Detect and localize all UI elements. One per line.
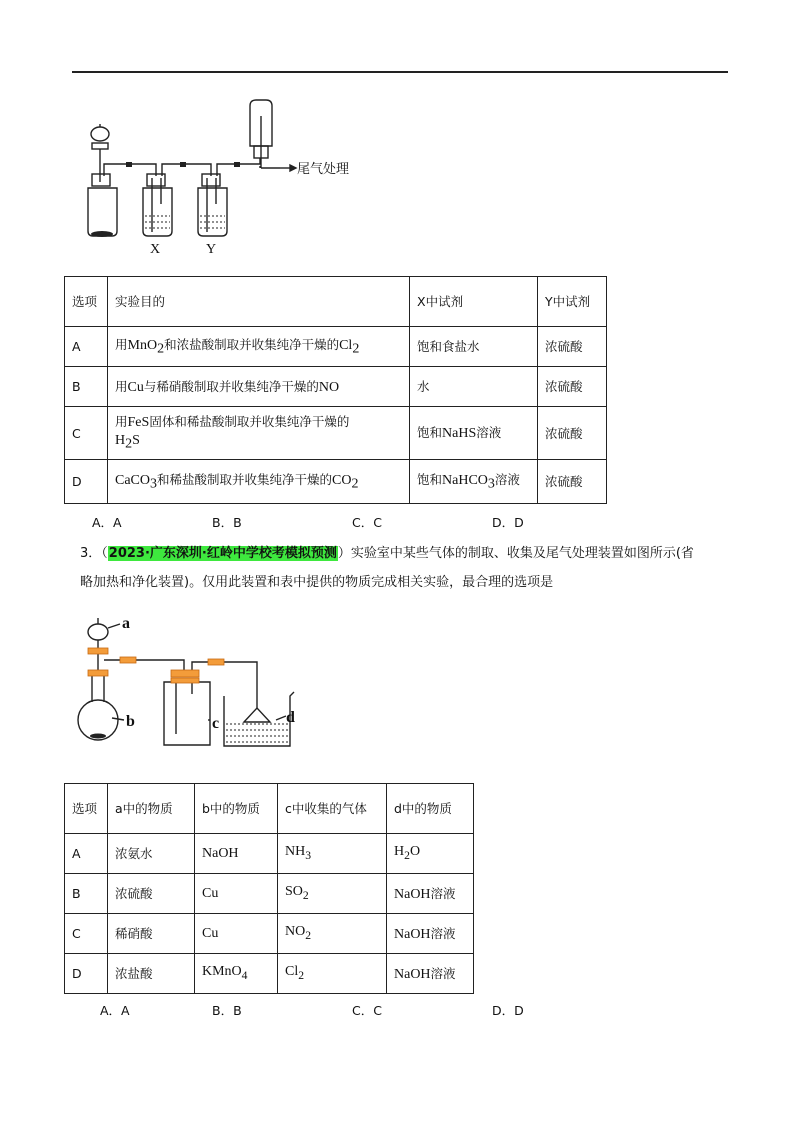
header-cell: 选项 <box>65 784 108 834</box>
option-d[interactable]: D．D <box>492 1003 524 1018</box>
b-cell: Cu <box>195 914 278 954</box>
question-text-line2: 略加热和净化装置)。仅用此装置和表中提供的物质完成相关实验，最合理的选项是 <box>80 575 554 590</box>
option-cell: C <box>65 407 108 460</box>
header-rule <box>72 71 728 73</box>
exhaust-label: 尾气处理 <box>297 161 350 176</box>
apparatus-figure-1 <box>80 96 370 258</box>
option-a[interactable]: A．A <box>92 515 122 530</box>
table-row <box>65 954 474 994</box>
header-cell: Y中试剂 <box>538 277 607 327</box>
option-cell: A <box>65 327 108 367</box>
table-row <box>65 367 607 407</box>
question-3-text <box>80 539 730 597</box>
header-cell: 选项 <box>65 277 108 327</box>
table-row <box>65 327 607 367</box>
option-b[interactable]: B．B <box>212 515 242 530</box>
option-a[interactable]: A．A <box>100 1003 130 1018</box>
label-a: a <box>122 615 130 632</box>
header-cell: 实验目的 <box>108 277 410 327</box>
source-highlight: 2023·广东深圳·红岭中学校考模拟预测 <box>108 546 337 561</box>
b-cell: KMnO$_4$ <box>195 954 278 994</box>
option-c[interactable]: C．C <box>352 515 382 530</box>
d-cell: NaOH溶液 <box>387 954 474 994</box>
x-bottle-label: X <box>150 242 161 257</box>
option-cell: D <box>65 460 108 504</box>
option-cell: B <box>65 367 108 407</box>
d-cell: $H_2O$ <box>387 834 474 874</box>
table-row <box>65 407 607 460</box>
option-cell: A <box>65 834 108 874</box>
label-b: b <box>126 713 135 730</box>
y-bottle-label: Y <box>206 242 217 257</box>
a-cell: 稀硝酸 <box>108 914 195 954</box>
y-reagent-cell: 浓硫酸 <box>538 327 607 367</box>
table-row <box>65 460 607 504</box>
c-cell: $NH_3$ <box>278 834 387 874</box>
option-c[interactable]: C．C <box>352 1003 382 1018</box>
header-cell: d中的物质 <box>387 784 474 834</box>
y-reagent-cell: 浓硫酸 <box>538 460 607 504</box>
c-cell: $SO_2$ <box>278 874 387 914</box>
a-cell: 浓硫酸 <box>108 874 195 914</box>
purpose-cell: 用MnO$_2$和浓盐酸制取并收集纯净干燥的$Cl_2$ <box>108 327 410 367</box>
c-cell: $Cl_2$ <box>278 954 387 994</box>
label-d: d <box>286 709 295 726</box>
table-row <box>65 914 474 954</box>
header-cell: X中试剂 <box>410 277 538 327</box>
a-cell: 浓氨水 <box>108 834 195 874</box>
y-reagent-cell: 浓硫酸 <box>538 367 607 407</box>
x-reagent-cell: 饱和NaHCO$_3$溶液 <box>410 460 538 504</box>
label-c: c <box>212 715 220 732</box>
c-cell: $NO_2$ <box>278 914 387 954</box>
header-cell: b中的物质 <box>195 784 278 834</box>
x-reagent-cell: 饱和NaHS溶液 <box>410 407 538 460</box>
header-cell: a中的物质 <box>108 784 195 834</box>
purpose-cell: 用FeS固体和稀盐酸制取并收集纯净干燥的 $H_2S$ <box>108 407 410 460</box>
table-row <box>65 874 474 914</box>
b-cell: NaOH <box>195 834 278 874</box>
d-cell: NaOH溶液 <box>387 874 474 914</box>
options-table-2 <box>64 783 474 994</box>
option-b[interactable]: B．B <box>212 1003 242 1018</box>
option-cell: D <box>65 954 108 994</box>
purpose-cell: CaCO$_3$和稀盐酸制取并收集纯净干燥的$CO_2$ <box>108 460 410 504</box>
header-cell: c中收集的气体 <box>278 784 387 834</box>
x-reagent-cell: 饱和食盐水 <box>410 327 538 367</box>
x-reagent-cell: 水 <box>410 367 538 407</box>
option-d[interactable]: D．D <box>492 515 524 530</box>
options-table-1 <box>64 276 607 504</box>
apparatus-figure-2 <box>72 610 307 752</box>
table-row <box>65 834 474 874</box>
table-header-row <box>65 784 474 834</box>
option-cell: B <box>65 874 108 914</box>
y-reagent-cell: 浓硫酸 <box>538 407 607 460</box>
option-cell: C <box>65 914 108 954</box>
table-header-row <box>65 277 607 327</box>
purpose-cell: 用Cu与稀硝酸制取并收集纯净干燥的NO <box>108 367 410 407</box>
question-number: 3．（ <box>80 546 108 561</box>
a-cell: 浓盐酸 <box>108 954 195 994</box>
d-cell: NaOH溶液 <box>387 914 474 954</box>
question-text: ）实验室中某些气体的制取、收集及尾气处理装置如图所示(省 <box>337 546 694 561</box>
b-cell: Cu <box>195 874 278 914</box>
